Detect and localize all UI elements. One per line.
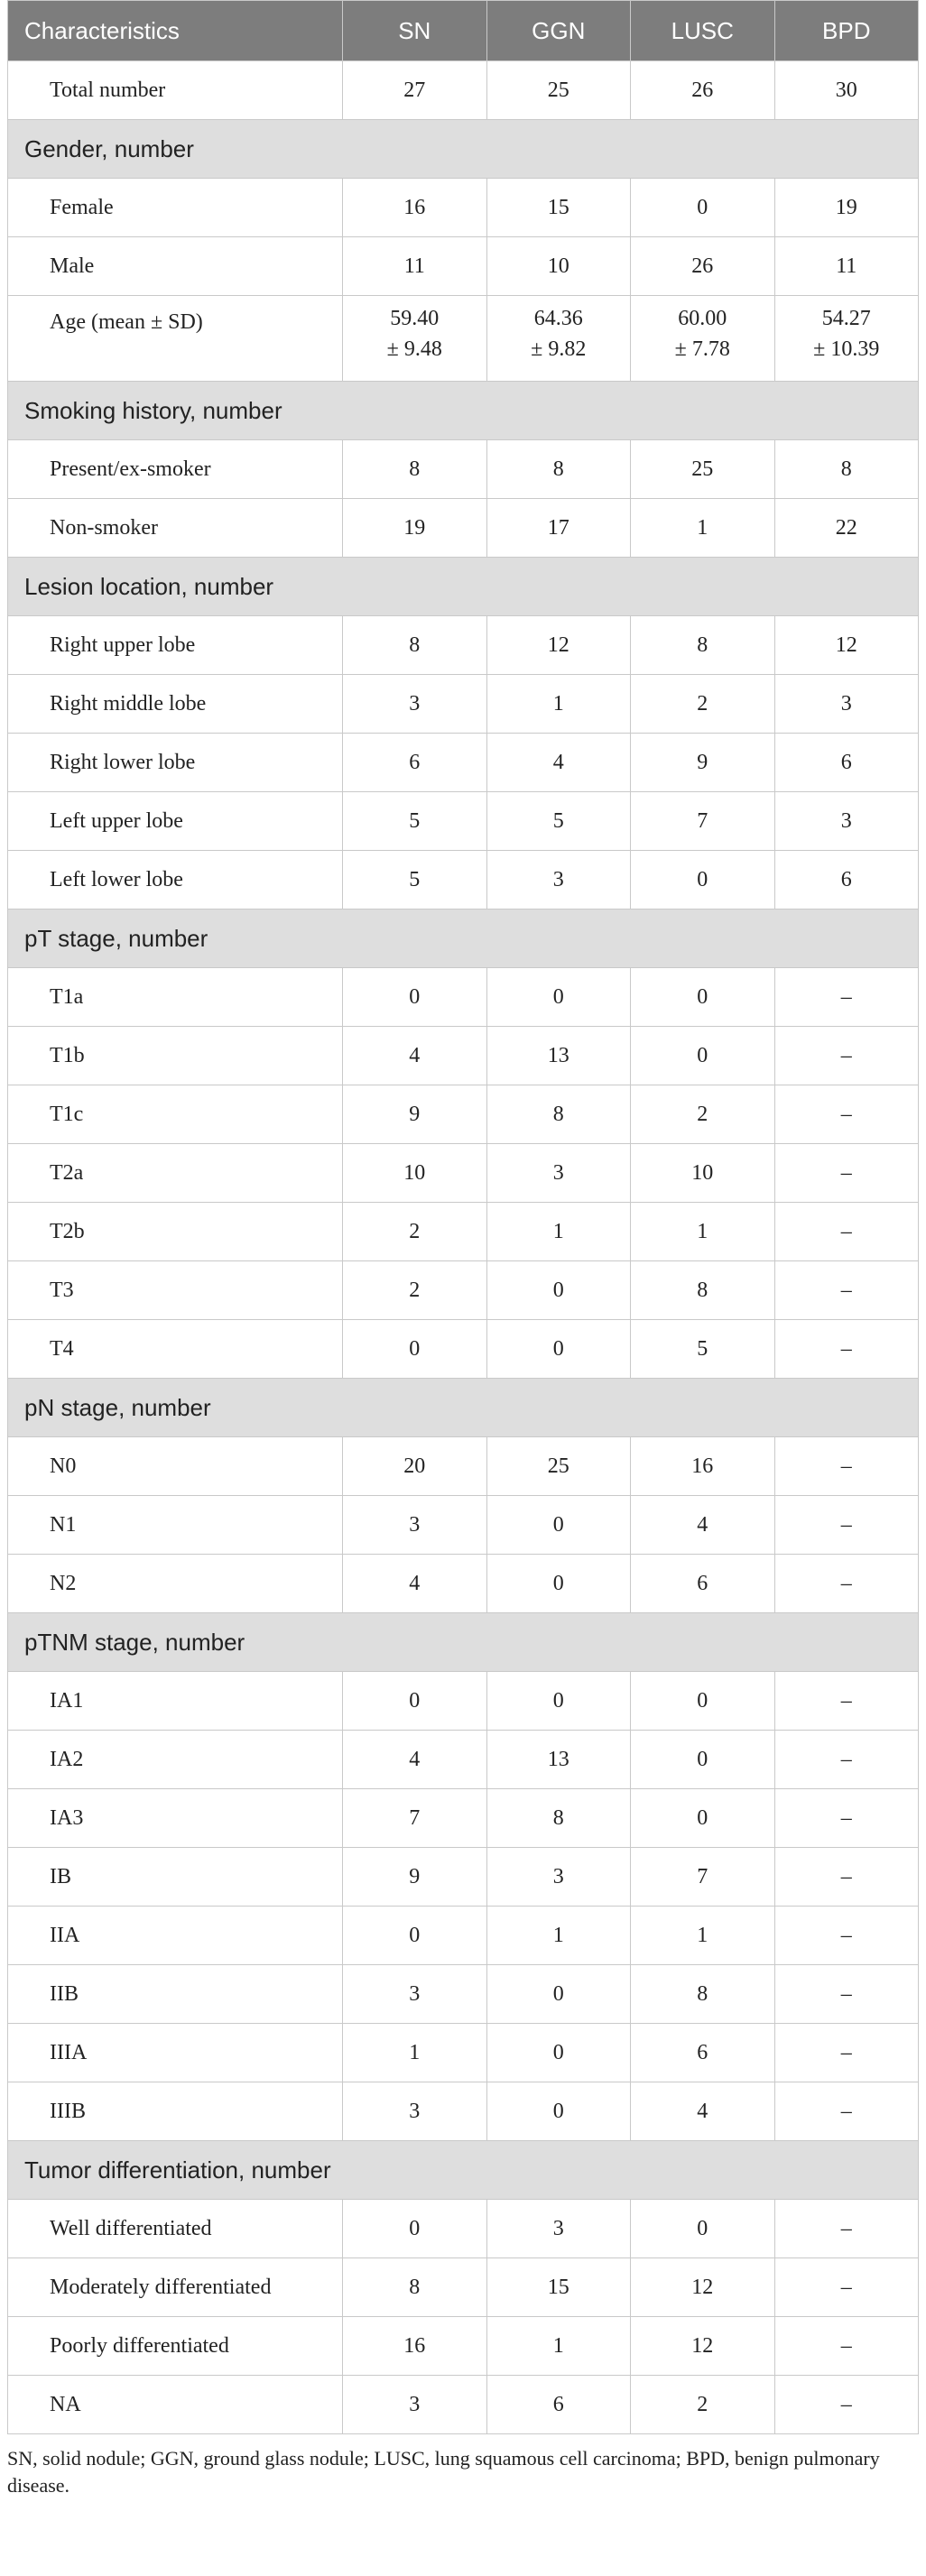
cell-lusc [631,296,775,382]
cell-lusc: 10 [631,1144,775,1203]
table-header-row [8,1,919,61]
cell-ggn: 0 [486,1555,631,1613]
cell-ggn: 0 [486,1320,631,1379]
cell-ggn: 1 [486,1203,631,1261]
cell-sn: 5 [343,851,487,909]
cell-bpd: – [774,1789,919,1848]
section-header-row [8,1613,919,1672]
table-row [8,851,919,909]
cell-ggn: 4 [486,734,631,792]
cell-sn: 27 [343,61,487,120]
cell-lusc: 1 [631,499,775,558]
section-header-row [8,1379,919,1437]
cell-ggn: 5 [486,792,631,851]
table-row [8,1672,919,1731]
table-row [8,1261,919,1320]
cell-ggn: 1 [486,675,631,734]
table-row [8,2024,919,2082]
row-label: Poorly differentiated [8,2317,343,2376]
age-mean: 59.40 [390,307,440,330]
age-sd: ± 7.78 [674,337,730,361]
row-label: T4 [8,1320,343,1379]
cell-bpd: 22 [774,499,919,558]
cell-lusc: 6 [631,2024,775,2082]
cell-lusc: 9 [631,734,775,792]
cell-bpd: – [774,1320,919,1379]
cell-sn: 0 [343,2200,487,2258]
table-row [8,2258,919,2317]
age-mean: 64.36 [533,307,583,330]
cell-lusc: 7 [631,792,775,851]
cell-sn: 9 [343,1848,487,1907]
row-label: T1c [8,1085,343,1144]
row-label: Right upper lobe [8,616,343,675]
cell-lusc: 8 [631,1261,775,1320]
row-label: Non-smoker [8,499,343,558]
cell-lusc: 0 [631,1789,775,1848]
table-row [8,1203,919,1261]
cell-bpd: – [774,1144,919,1203]
cell-lusc: 6 [631,1555,775,1613]
table-row [8,2317,919,2376]
row-label: Total number [8,61,343,120]
cell-bpd: – [774,968,919,1027]
table-row [8,1731,919,1789]
cell-lusc: 8 [631,616,775,675]
table-row [8,1555,919,1613]
header-ggn: GGN [486,1,631,61]
cell-lusc: 12 [631,2258,775,2317]
cell-bpd: 30 [774,61,919,120]
cell-bpd: 6 [774,851,919,909]
table-row [8,1085,919,1144]
cell-bpd: 3 [774,675,919,734]
table-row [8,616,919,675]
table-row [8,1848,919,1907]
cell-bpd: 8 [774,440,919,499]
cell-bpd: – [774,2376,919,2434]
characteristics-table [7,0,919,2434]
cell-sn: 16 [343,2317,487,2376]
cell-sn [343,296,487,382]
table-row [8,968,919,1027]
cell-ggn: 8 [486,440,631,499]
row-label: T1a [8,968,343,1027]
cell-bpd: – [774,1907,919,1965]
cell-bpd: – [774,1027,919,1085]
cell-ggn: 13 [486,1731,631,1789]
cell-bpd: 3 [774,792,919,851]
cell-bpd: – [774,2082,919,2141]
row-label: IIIB [8,2082,343,2141]
cell-ggn: 0 [486,1965,631,2024]
cell-lusc: 0 [631,1731,775,1789]
age-sd: ± 9.48 [386,337,442,361]
cell-ggn: 10 [486,237,631,296]
cell-sn: 10 [343,1144,487,1203]
cell-lusc: 16 [631,1437,775,1496]
cell-sn: 4 [343,1555,487,1613]
cell-sn: 0 [343,1907,487,1965]
cell-ggn: 0 [486,1672,631,1731]
cell-sn: 11 [343,237,487,296]
row-label: T2b [8,1203,343,1261]
row-label: T1b [8,1027,343,1085]
cell-ggn: 1 [486,1907,631,1965]
age-mean: 54.27 [821,307,871,330]
table-row [8,1144,919,1203]
cell-bpd: – [774,2024,919,2082]
table-row [8,237,919,296]
row-label: Left lower lobe [8,851,343,909]
table-footnote: SN, solid nodule; GGN, ground glass nodule; LUSC, lung squamous cell carcinoma; BPD, benign pulmonary disease. [7,2447,880,2497]
cell-lusc: 5 [631,1320,775,1379]
table-row-age [8,296,919,382]
section-title: Gender, number [8,120,919,179]
cell-ggn: 6 [486,2376,631,2434]
table-row [8,1789,919,1848]
cell-bpd: – [774,1085,919,1144]
cell-bpd: – [774,2317,919,2376]
cell-ggn: 17 [486,499,631,558]
cell-bpd: 19 [774,179,919,237]
cell-bpd: – [774,1437,919,1496]
cell-sn: 3 [343,2082,487,2141]
table-row [8,1965,919,2024]
age-mean: 60.00 [678,307,727,330]
cell-sn: 3 [343,2376,487,2434]
cell-lusc: 0 [631,851,775,909]
cell-bpd: – [774,1261,919,1320]
cell-sn: 1 [343,2024,487,2082]
cell-ggn: 0 [486,968,631,1027]
cell-lusc: 0 [631,1672,775,1731]
cell-ggn: 8 [486,1789,631,1848]
cell-ggn: 13 [486,1027,631,1085]
row-label: Male [8,237,343,296]
cell-bpd: – [774,1203,919,1261]
cell-bpd [774,296,919,382]
row-label: N2 [8,1555,343,1613]
section-title: pTNM stage, number [8,1613,919,1672]
header-bpd: BPD [774,1,919,61]
section-header-row [8,120,919,179]
cell-lusc: 1 [631,1907,775,1965]
table-row [8,499,919,558]
row-label: T2a [8,1144,343,1203]
cell-lusc: 2 [631,675,775,734]
cell-lusc: 26 [631,237,775,296]
row-label: IA2 [8,1731,343,1789]
cell-lusc: 8 [631,1965,775,2024]
cell-sn: 8 [343,616,487,675]
cell-lusc: 7 [631,1848,775,1907]
cell-lusc: 2 [631,1085,775,1144]
row-label: T3 [8,1261,343,1320]
cell-ggn: 0 [486,2024,631,2082]
cell-lusc: 2 [631,2376,775,2434]
cell-sn: 5 [343,792,487,851]
cell-lusc: 0 [631,968,775,1027]
cell-ggn: 0 [486,2082,631,2141]
cell-bpd: – [774,1672,919,1731]
row-label: N0 [8,1437,343,1496]
table-row [8,2376,919,2434]
cell-bpd: 6 [774,734,919,792]
cell-bpd: – [774,1731,919,1789]
cell-ggn: 3 [486,1144,631,1203]
cell-lusc: 4 [631,1496,775,1555]
row-label: Left upper lobe [8,792,343,851]
section-title: pN stage, number [8,1379,919,1437]
cell-ggn: 3 [486,1848,631,1907]
table-row [8,1496,919,1555]
table-row [8,734,919,792]
cell-sn: 2 [343,1261,487,1320]
table-row [8,1437,919,1496]
cell-ggn: 25 [486,1437,631,1496]
cell-sn: 19 [343,499,487,558]
table-row [8,1320,919,1379]
row-label: NA [8,2376,343,2434]
section-title: Smoking history, number [8,382,919,440]
row-label: IIA [8,1907,343,1965]
cell-lusc: 0 [631,2200,775,2258]
cell-ggn: 0 [486,1496,631,1555]
cell-ggn: 15 [486,2258,631,2317]
section-title: Tumor differentiation, number [8,2141,919,2200]
section-title: pT stage, number [8,909,919,968]
table-row [8,440,919,499]
table-row [8,2200,919,2258]
row-label: IA3 [8,1789,343,1848]
section-header-row [8,382,919,440]
section-header-row [8,558,919,616]
row-label: IIB [8,1965,343,2024]
header-sn: SN [343,1,487,61]
cell-sn: 6 [343,734,487,792]
row-label: Female [8,179,343,237]
cell-lusc: 12 [631,2317,775,2376]
cell-sn: 0 [343,1672,487,1731]
cell-lusc: 0 [631,1027,775,1085]
cell-sn: 20 [343,1437,487,1496]
cell-sn: 4 [343,1027,487,1085]
cell-lusc: 1 [631,1203,775,1261]
cell-bpd: 12 [774,616,919,675]
cell-sn: 0 [343,1320,487,1379]
cell-ggn: 3 [486,851,631,909]
cell-bpd: – [774,1965,919,2024]
row-label: N1 [8,1496,343,1555]
cell-sn: 4 [343,1731,487,1789]
table-row [8,675,919,734]
cell-sn: 3 [343,675,487,734]
header-characteristics: Characteristics [8,1,343,61]
cell-ggn: 3 [486,2200,631,2258]
cell-ggn: 1 [486,2317,631,2376]
cell-ggn: 15 [486,179,631,237]
cell-sn: 2 [343,1203,487,1261]
cell-sn: 8 [343,2258,487,2317]
cell-sn: 16 [343,179,487,237]
row-label: Right lower lobe [8,734,343,792]
cell-bpd: – [774,1496,919,1555]
cell-sn: 3 [343,1965,487,2024]
row-label: IB [8,1848,343,1907]
cell-lusc: 26 [631,61,775,120]
cell-sn: 8 [343,440,487,499]
row-label: Moderately differentiated [8,2258,343,2317]
section-header-row [8,909,919,968]
cell-ggn: 25 [486,61,631,120]
section-title: Lesion location, number [8,558,919,616]
table-row [8,2082,919,2141]
age-sd: ± 9.82 [531,337,587,361]
cell-ggn [486,296,631,382]
cell-sn: 0 [343,968,487,1027]
cell-lusc: 4 [631,2082,775,2141]
section-header-row [8,2141,919,2200]
cell-sn: 9 [343,1085,487,1144]
cell-lusc: 25 [631,440,775,499]
cell-ggn: 0 [486,1261,631,1320]
cell-lusc: 0 [631,179,775,237]
cell-bpd: – [774,1555,919,1613]
cell-bpd: – [774,2258,919,2317]
cell-sn: 7 [343,1789,487,1848]
row-label: Right middle lobe [8,675,343,734]
table-row [8,792,919,851]
header-lusc: LUSC [631,1,775,61]
row-label: Present/ex-smoker [8,440,343,499]
cell-ggn: 8 [486,1085,631,1144]
table-row [8,61,919,120]
cell-bpd: – [774,1848,919,1907]
cell-bpd: 11 [774,237,919,296]
table-row [8,1907,919,1965]
table-row [8,1027,919,1085]
row-label: IIIA [8,2024,343,2082]
age-sd: ± 10.39 [813,337,880,361]
cell-ggn: 12 [486,616,631,675]
row-label: Well differentiated [8,2200,343,2258]
row-label: IA1 [8,1672,343,1731]
cell-sn: 3 [343,1496,487,1555]
row-label: Age (mean ± SD) [8,296,343,382]
cell-bpd: – [774,2200,919,2258]
table-row [8,179,919,237]
